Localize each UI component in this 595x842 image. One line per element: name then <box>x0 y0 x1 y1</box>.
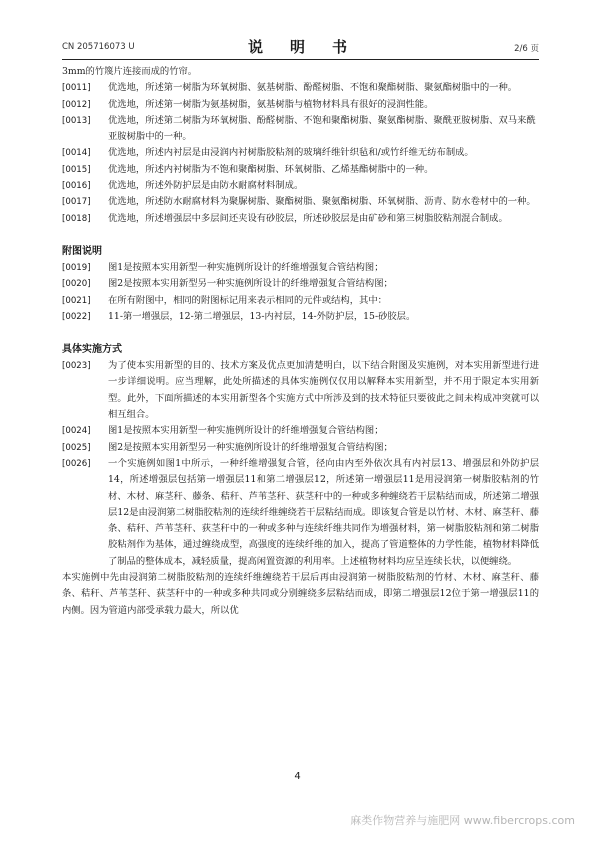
paragraph-text: 优选地，所述防水耐腐材料为聚脲树脂、聚酯树脂、聚氨酯树脂、环氧树脂、沥青、防水卷材中的一种。 <box>108 196 536 208</box>
paragraph-text: 11-第一增强层，12-第二增强层，13-内衬层，14-外防护层，15-砂胶层。 <box>108 310 416 322</box>
paragraph-text: 一个实施例如图1中所示，一种纤维增强复合管，径向由内至外依次具有内衬层13、增强层和外防护层14，所述增强层包括第一增强层11和第二增强层12，所述第一增强层11是用浸润第一树脂胶粘剂的竹材、木材、麻茎秆、藤条、秸秆、芦苇茎秆、荻茎秆中的一种或多种缠绕若干层粘结而成，所述第二增强层12是由浸润第二树脂胶粘剂的连续纤维缠绕若干层粘结而成。即该复合管是以竹材、木材、麻茎秆、藤条、秸秆、芦苇茎秆、荻茎秆中的一种或多种与连续纤维共同作为增强材料，第一树脂胶粘剂和第二树脂胶粘剂作为基体，通过缠绕成型，高强度的连续纤维的加入，提高了管道整体的力学性能，植物材料降低了制品的整体成本，减轻质量，提高闲置资源的利用率。上述植物材料均应呈连续长状，以便缠绕。 <box>108 457 539 567</box>
paragraph-0022 <box>62 309 539 325</box>
paragraph-0014 <box>62 145 539 161</box>
paragraph-0023 <box>62 358 539 423</box>
section-spacer <box>62 227 539 243</box>
paragraph-text: 优选地，所述第一树脂为氨基树脂，氨基树脂与植物材料具有很好的浸润性能。 <box>108 98 434 110</box>
paragraph-0011 <box>62 80 539 96</box>
paragraph-number: [0013] <box>62 115 91 126</box>
paragraph-number: [0014] <box>62 148 91 159</box>
paragraph-0016 <box>62 178 539 194</box>
document-title: 说 明 书 <box>247 38 353 56</box>
paragraph-0020 <box>62 276 539 292</box>
page-info: 2/6 页 <box>514 44 539 54</box>
paragraph-number: [0021] <box>62 295 91 306</box>
paragraph-0026 <box>62 456 539 570</box>
paragraph-0019 <box>62 260 539 276</box>
paragraph-text: 图1是按照本实用新型一种实施例所设计的纤维增强复合管结构图； <box>108 425 384 437</box>
section-title-embodiment: 具体实施方式 <box>62 344 122 356</box>
paragraph-number: [0022] <box>62 311 91 322</box>
paragraph-list-figures <box>62 260 539 325</box>
section-spacer <box>62 325 539 341</box>
paragraph-text: 优选地，所述外防护层是由防水耐腐材料制成。 <box>108 180 304 192</box>
paragraph-number: [0025] <box>62 442 91 453</box>
page-header <box>62 36 539 58</box>
paragraph-0025 <box>62 440 539 456</box>
paragraph-0024 <box>62 423 539 439</box>
section-title-figures: 附图说明 <box>62 245 102 257</box>
paragraph-list-embodiment <box>62 358 539 570</box>
paragraph-0017 <box>62 194 539 210</box>
paragraph-text: 在所有附图中，相同的附图标记用来表示相同的元件或结构，其中： <box>108 294 387 306</box>
paragraph-number: [0023] <box>62 361 91 372</box>
paragraph-number: [0011] <box>62 83 91 94</box>
paragraph-number: [0015] <box>62 164 91 175</box>
paragraph-text: 图2是按照本实用新型另一种实施例所设计的纤维增强复合管结构图； <box>108 441 393 453</box>
paragraph-number: [0024] <box>62 426 91 437</box>
paragraph-text: 为了使本实用新型的目的、技术方案及优点更加清楚明白，以下结合附图及实施例，对本实用新型进行进一步详细说明。应当理解，此处所描述的具体实施例仅仅用以解释本实用新型，并不用于限定本实用新型。此外，下面所描述的本实用新型各个实施方式中所涉及到的技术特征只要彼此之间未构成冲突就可以相互组合。 <box>108 360 539 421</box>
paragraph-number: [0019] <box>62 262 91 273</box>
paragraph-0018 <box>62 211 539 227</box>
header-divider <box>62 59 539 60</box>
paragraph-list-top <box>62 80 539 227</box>
paragraph-number: [0018] <box>62 213 91 224</box>
paragraph-number: [0012] <box>62 99 91 110</box>
paragraph-text: 优选地，所述第一树脂为环氧树脂、氨基树脂、酚醛树脂、不饱和聚酯树脂、聚氨酯树脂中的一种。 <box>108 82 518 94</box>
paragraph-text: 优选地，所述增强层中多层间还夹设有砂胶层，所述砂胶层是由矿砂和第三树脂胶粘剂混合制成。 <box>108 212 508 224</box>
paragraph-text: 优选地，所述第二树脂为环氧树脂、酚醛树脂、不饱和聚酯树脂、聚氨酯树脂、聚酰亚胺树脂、双马来酰亚胺树脂中的一种。 <box>108 114 536 143</box>
site-watermark: 麻类作物营养与施肥网 www.fibercrops.com <box>350 814 575 827</box>
paragraph-text: 图2是按照本实用新型另一种实施例所设计的纤维增强复合管结构图； <box>108 278 393 290</box>
paragraph-0013 <box>62 113 539 146</box>
paragraph-text: 优选地，所述内衬树脂为不饱和聚酯树脂、环氧树脂、乙烯基酯树脂中的一种。 <box>108 163 434 175</box>
patent-number: CN 205716073 U <box>62 42 135 52</box>
paragraph-0012 <box>62 97 539 113</box>
paragraph-text: 优选地，所述内衬层是由浸润内衬树脂胶粘剂的玻璃纤维针织毡和/或竹纤维无纺布制成。 <box>108 147 474 159</box>
paragraph-0015 <box>62 162 539 178</box>
paragraph-text: 图1是按照本实用新型一种实施例所设计的纤维增强复合管结构图； <box>108 261 384 273</box>
paragraph-number: [0017] <box>62 197 91 208</box>
intro-line: 3mm的竹篾片连接而成的竹帘。 <box>62 66 198 77</box>
document-body <box>62 64 539 619</box>
closing-paragraph: 本实施例中先由浸润第二树脂胶粘剂的连续纤维缠绕若干层后再由浸润第一树脂胶粘剂的竹材、木材、麻茎秆、藤条、秸秆、芦苇茎秆、荻茎秆中的一种或多种共同或分别缠绕多层粘结而成，即第二增强层12位于第一增强层11的内侧。因为管道内部受承载力最大，所以优 <box>62 572 539 616</box>
paragraph-number: [0020] <box>62 279 91 290</box>
page-number: 4 <box>294 771 301 782</box>
paragraph-number: [0016] <box>62 181 91 192</box>
paragraph-0021 <box>62 293 539 309</box>
paragraph-number: [0026] <box>62 458 91 469</box>
